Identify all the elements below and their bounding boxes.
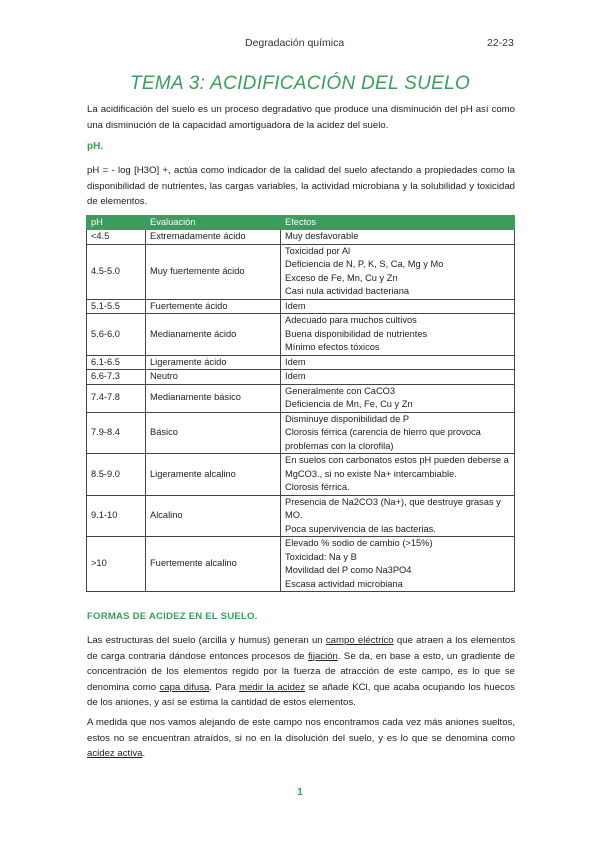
cell-evaluacion: Medianamente ácido xyxy=(146,314,281,356)
cell-efectos xyxy=(281,412,515,454)
underlined-term-medir-acidez: medir la acidez xyxy=(239,681,306,693)
effect-line: Movilidad del P como Na3PO4 xyxy=(285,565,412,575)
acidez-activa-paragraph xyxy=(87,715,515,762)
effect-line: Toxicidad: Na y B xyxy=(285,551,357,562)
table-row xyxy=(87,244,515,299)
cell-evaluacion: Medianamente básico xyxy=(146,384,281,412)
text-run: A medida que nos vamos alejando de este campo nos encontramos cada vez más aniones sueltos, estos no se encuentran atraídos, si no en la disolución del suelo, y es lo que se denomina como xyxy=(87,717,515,744)
cell-ph: 6.6-7.3 xyxy=(87,370,146,385)
cell-efectos xyxy=(281,314,515,356)
ph-paragraph: pH = - log [H3O] +, actúa como indicador de la calidad del suelo afectando a propiedades como la disponibilidad de nutrientes, las cargas variables, la actividad microbiana y la solubilidad y toxicidad de elementos. xyxy=(87,165,515,207)
cell-efectos xyxy=(281,384,515,412)
table-row xyxy=(87,299,515,314)
col-header-evaluacion: Evaluación xyxy=(146,216,281,230)
effect-line: Elevado % sodio de cambio (>15%) xyxy=(285,538,433,548)
ph-heading: pH. xyxy=(87,141,104,152)
table-row xyxy=(87,412,515,454)
underlined-term-acidez-activa: acidez activa xyxy=(87,748,143,759)
effect-line: Idem xyxy=(285,356,306,367)
table-row xyxy=(87,384,515,412)
effect-line: En suelos con carbonatos estos pH pueden deberse a MgCO3., si no existe Na+ intercambiable. xyxy=(285,455,509,479)
effect-line: Idem xyxy=(285,371,306,381)
cell-ph: 4.5-5.0 xyxy=(87,244,146,299)
cell-efectos xyxy=(281,454,515,496)
cell-evaluacion: Alcalino xyxy=(146,495,281,537)
header-title: Degradación química xyxy=(245,37,345,49)
header-course-year: 22-23 xyxy=(487,37,514,49)
table-row xyxy=(87,230,515,245)
table-row xyxy=(87,495,515,537)
cell-evaluacion: Ligeramente alcalino xyxy=(146,454,281,496)
effect-line: Exceso de Fe, Mn, Cu y Zn xyxy=(285,272,398,283)
intro-paragraph: La acidificación del suelo es un proceso degradativo que produce una disminución del pH así como una disminución de la capacidad amortiguadora de la acidez del suelo. xyxy=(87,104,515,131)
cell-ph: 6.1-6.5 xyxy=(87,355,146,370)
effect-line: Poca supervivencia de las bacterias. xyxy=(285,523,436,534)
table-row xyxy=(87,370,515,385)
col-header-ph: pH xyxy=(87,216,146,230)
table-row xyxy=(87,454,515,496)
cell-ph: 7.9-8.4 xyxy=(87,412,146,454)
effect-line: Generalmente con CaCO3 xyxy=(285,385,396,396)
cell-ph: >10 xyxy=(87,537,146,592)
cell-ph: 5.1-5.5 xyxy=(87,299,146,314)
effect-line: Presencia de Na2CO3 (Na+), que destruye grasas y MO. xyxy=(285,496,501,520)
cell-evaluacion: Ligeramente ácido xyxy=(146,355,281,370)
effect-line: Escasa actividad microbiana xyxy=(285,578,403,589)
cell-evaluacion: Extremadamente ácido xyxy=(146,230,281,245)
cell-efectos xyxy=(281,299,515,314)
cell-evaluacion: Neutro xyxy=(146,370,281,385)
formas-acidez-paragraph xyxy=(87,633,515,711)
table-row xyxy=(87,355,515,370)
text-run: . Se da, en base a esto, un gradiente de concentración de los elementos regido por la fuerza de atracción de este campo, es lo que se denomina como xyxy=(87,650,516,693)
effect-line: Deficiencia de N, P, K, S, Ca, Mg y Mo xyxy=(285,259,444,269)
cell-ph: 7.4-7.8 xyxy=(87,384,146,412)
effect-line: Disminuye disponibilidad de P xyxy=(285,413,410,424)
text-run: se añade KCl, que acaba ocupando los huecos de los aniones, y así se estima la cantidad de estos elementos. xyxy=(87,681,515,708)
table-row xyxy=(87,537,515,592)
effect-line: Buena disponibilidad de nutrientes xyxy=(285,328,428,339)
table-header-row xyxy=(87,216,515,230)
effect-line: Mínimo efectos tóxicos xyxy=(285,342,380,352)
underlined-term-fijacion: fijación xyxy=(308,650,338,662)
effect-line: Clorosis férrica (carencia de hierro que provoca problemas con la clorofila) xyxy=(285,427,481,451)
effect-line: Deficiencia de Mn, Fe, Cu y Zn xyxy=(285,399,413,409)
cell-ph: 5.6-6.0 xyxy=(87,314,146,356)
page-title: TEMA 3: ACIDIFICACIÓN DEL SUELO xyxy=(129,73,471,94)
cell-evaluacion: Básico xyxy=(146,412,281,454)
text-run: Las estructuras del suelo (arcilla y humus) generan un xyxy=(87,635,326,646)
section-heading-formas-acidez: FORMAS DE ACIDEZ EN EL SUELO. xyxy=(87,611,258,622)
effect-line: Clorosis férrica. xyxy=(285,482,350,492)
cell-ph: 9.1-10 xyxy=(87,495,146,537)
cell-efectos xyxy=(281,244,515,299)
text-run: que atraen a los elementos de carga contraria dándose entonces procesos de xyxy=(87,635,515,662)
cell-efectos xyxy=(281,495,515,537)
underlined-term-campo-electrico: campo eléctrico xyxy=(325,635,394,646)
cell-ph: <4.5 xyxy=(87,230,146,245)
cell-efectos xyxy=(281,370,515,385)
table-row xyxy=(87,314,515,356)
cell-evaluacion: Fuertemente ácido xyxy=(146,299,281,314)
effect-line: Casi nula actividad bacteriana xyxy=(285,286,410,296)
ph-table xyxy=(86,215,515,592)
cell-evaluacion: Fuertemente alcalino xyxy=(146,537,281,592)
col-header-efectos: Efectos xyxy=(281,216,515,230)
cell-evaluacion: Muy fuertemente ácido xyxy=(146,244,281,299)
effect-line: Muy desfavorable xyxy=(285,231,359,241)
effect-line: Adecuado para muchos cultivos xyxy=(285,315,417,325)
text-run: . xyxy=(142,748,146,759)
text-run: . Para xyxy=(209,681,240,693)
cell-ph: 8.5-9.0 xyxy=(87,454,146,496)
underlined-term-capa-difusa: capa difusa xyxy=(159,681,210,693)
cell-efectos xyxy=(281,537,515,592)
cell-efectos xyxy=(281,230,515,245)
page-number: 1 xyxy=(297,787,303,798)
effect-line: Idem xyxy=(285,300,306,311)
cell-efectos xyxy=(281,355,515,370)
effect-line: Toxicidad por Al xyxy=(285,245,351,256)
